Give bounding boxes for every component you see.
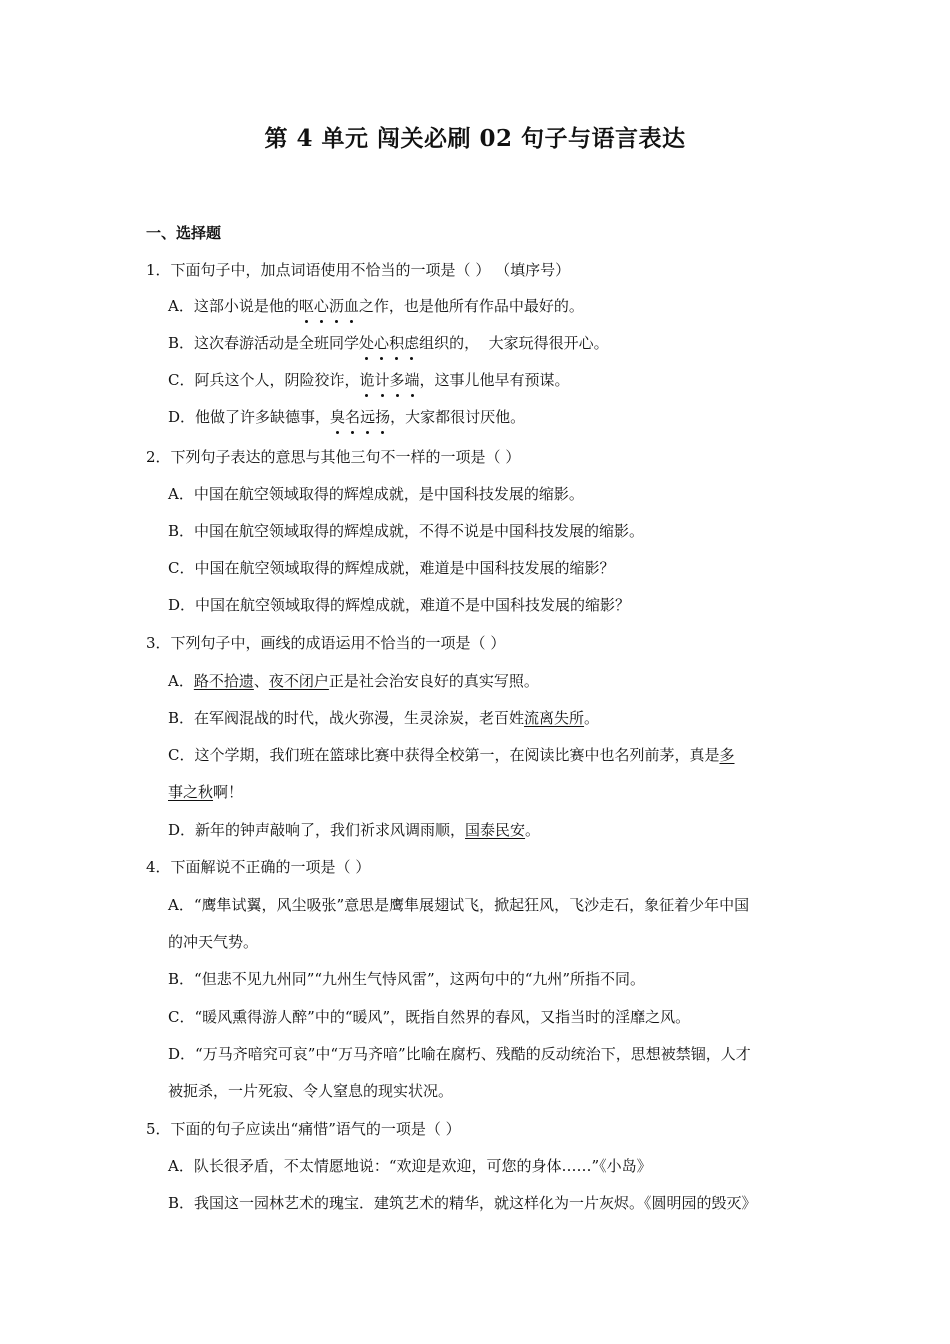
option-text: C．阿兵这个人，阴险狡诈， [168, 371, 360, 389]
option-text: D．他做了许多缺德事， [168, 408, 331, 426]
dotted-char: 沥 [328, 297, 344, 315]
q1-option-a [168, 295, 584, 317]
option-text: 正是社会治安良好的真实写照。 [328, 672, 539, 690]
dotted-char: 诡 [359, 371, 375, 389]
q4-option-a-continued: 的冲天气势。 [168, 933, 259, 951]
underlined-idiom: 多 [719, 746, 735, 764]
dotted-char: 积 [389, 334, 405, 352]
option-text: 、 [253, 672, 269, 690]
question-2-stem: 2．下列句子表达的意思与其他三句不一样的一项是（ ） [146, 448, 521, 466]
dotted-char: 计 [374, 371, 390, 389]
dotted-char: 臭 [330, 408, 346, 426]
section-heading: 一、选择题 [146, 224, 222, 242]
q4-option-c: C．“暖风熏得游人醉”中的“暖风”，既指自然界的春风，又指当时的淫靡之风。 [168, 1008, 691, 1026]
option-text: 之作，也是他所有作品中最好的。 [358, 297, 584, 315]
q1-option-b [168, 332, 609, 354]
question-4-stem: 4．下面解说不正确的一项是（ ） [146, 858, 371, 876]
option-text: C．这个学期，我们班在篮球比赛中获得全校第一，在阅读比赛中也名列前茅，真是 [168, 746, 720, 764]
dotted-char: 处 [359, 334, 375, 352]
option-text: A．这部小说是他的 [168, 297, 299, 315]
q3-option-c [168, 744, 735, 766]
q3-option-d [168, 819, 540, 841]
q2-option-c: C．中国在航空领域取得的辉煌成就，难道是中国科技发展的缩影？ [168, 559, 615, 577]
q5-option-a: A．队长很矛盾，不太情愿地说：“欢迎是欢迎，可您的身体……”《小岛》 [168, 1157, 652, 1175]
q1-option-c [168, 369, 570, 391]
option-text: B．在军阀混战的时代，战火弥漫，生灵涂炭，老百姓 [168, 709, 525, 727]
underlined-idiom: 事之秋 [168, 783, 214, 801]
option-text: B．这次春游活动是全班同学 [168, 334, 360, 352]
question-1-stem: 1．下面句子中，加点词语使用不恰当的一项是（ ） （填序号） [146, 261, 571, 279]
dotted-char: 虑 [404, 334, 420, 352]
dotted-char: 扬 [375, 408, 391, 426]
option-text: A． [168, 672, 194, 690]
q3-option-b [168, 707, 599, 729]
underlined-idiom: 路不拾遗 [193, 672, 254, 690]
option-text: 。 [584, 709, 600, 727]
dotted-char: 多 [389, 371, 405, 389]
dotted-char: 心 [313, 297, 329, 315]
underlined-idiom: 夜不闭户 [268, 672, 329, 690]
option-text: D．新年的钟声敲响了，我们祈求风调雨顺， [168, 821, 466, 839]
option-text: 组织的， 大家玩得很开心。 [419, 334, 609, 352]
dotted-char: 血 [343, 297, 359, 315]
q5-option-b: B．我国这一园林艺术的瑰宝．建筑艺术的精华，就这样化为一片灰烬。《圆明园的毁灭》 [168, 1194, 757, 1212]
dotted-char: 心 [374, 334, 390, 352]
q1-option-d [168, 406, 525, 428]
underlined-idiom: 流离失所 [524, 709, 585, 727]
page-title: 第 4 单元 闯关必刷 02 句子与语言表达 [264, 125, 686, 152]
dotted-char: 端 [404, 371, 420, 389]
q4-option-d: D．“万马齐喑究可哀”中“万马齐喑”比喻在腐朽、残酷的反动统治下，思想被禁锢，人才 [168, 1045, 751, 1063]
q3-option-a [168, 670, 539, 692]
dotted-char: 名 [345, 408, 361, 426]
option-text: ，这事儿他早有预谋。 [419, 371, 570, 389]
dotted-char: 远 [360, 408, 376, 426]
dotted-char: 呕 [298, 297, 314, 315]
q2-option-d: D．中国在航空领域取得的辉煌成就，难道不是中国科技发展的缩影？ [168, 596, 631, 614]
q2-option-a: A．中国在航空领域取得的辉煌成就，是中国科技发展的缩影。 [168, 485, 584, 503]
q4-option-b: B．“但悲不见九州同”“九州生气恃风雷”，这两句中的“九州”所指不同。 [168, 970, 646, 988]
q2-option-b: B．中国在航空领域取得的辉煌成就，不得不说是中国科技发展的缩影。 [168, 522, 645, 540]
option-text: 。 [525, 821, 541, 839]
underlined-idiom: 国泰民安 [465, 821, 526, 839]
q3-option-c-continued [168, 781, 243, 803]
q4-option-d-continued: 被扼杀，一片死寂、令人窒息的现实状况。 [168, 1082, 454, 1100]
question-3-stem: 3．下列句子中，画线的成语运用不恰当的一项是（ ） [146, 634, 506, 652]
question-5-stem: 5．下面的句子应读出“痛惜”语气的一项是（ ） [146, 1120, 461, 1138]
option-text: ，大家都很讨厌他。 [390, 408, 526, 426]
option-text: 啊！ [213, 783, 244, 801]
q4-option-a: A．“鹰隼试翼，风尘吸张”意思是鹰隼展翅试飞，掀起狂风，飞沙走石，象征着少年中国 [168, 896, 750, 914]
